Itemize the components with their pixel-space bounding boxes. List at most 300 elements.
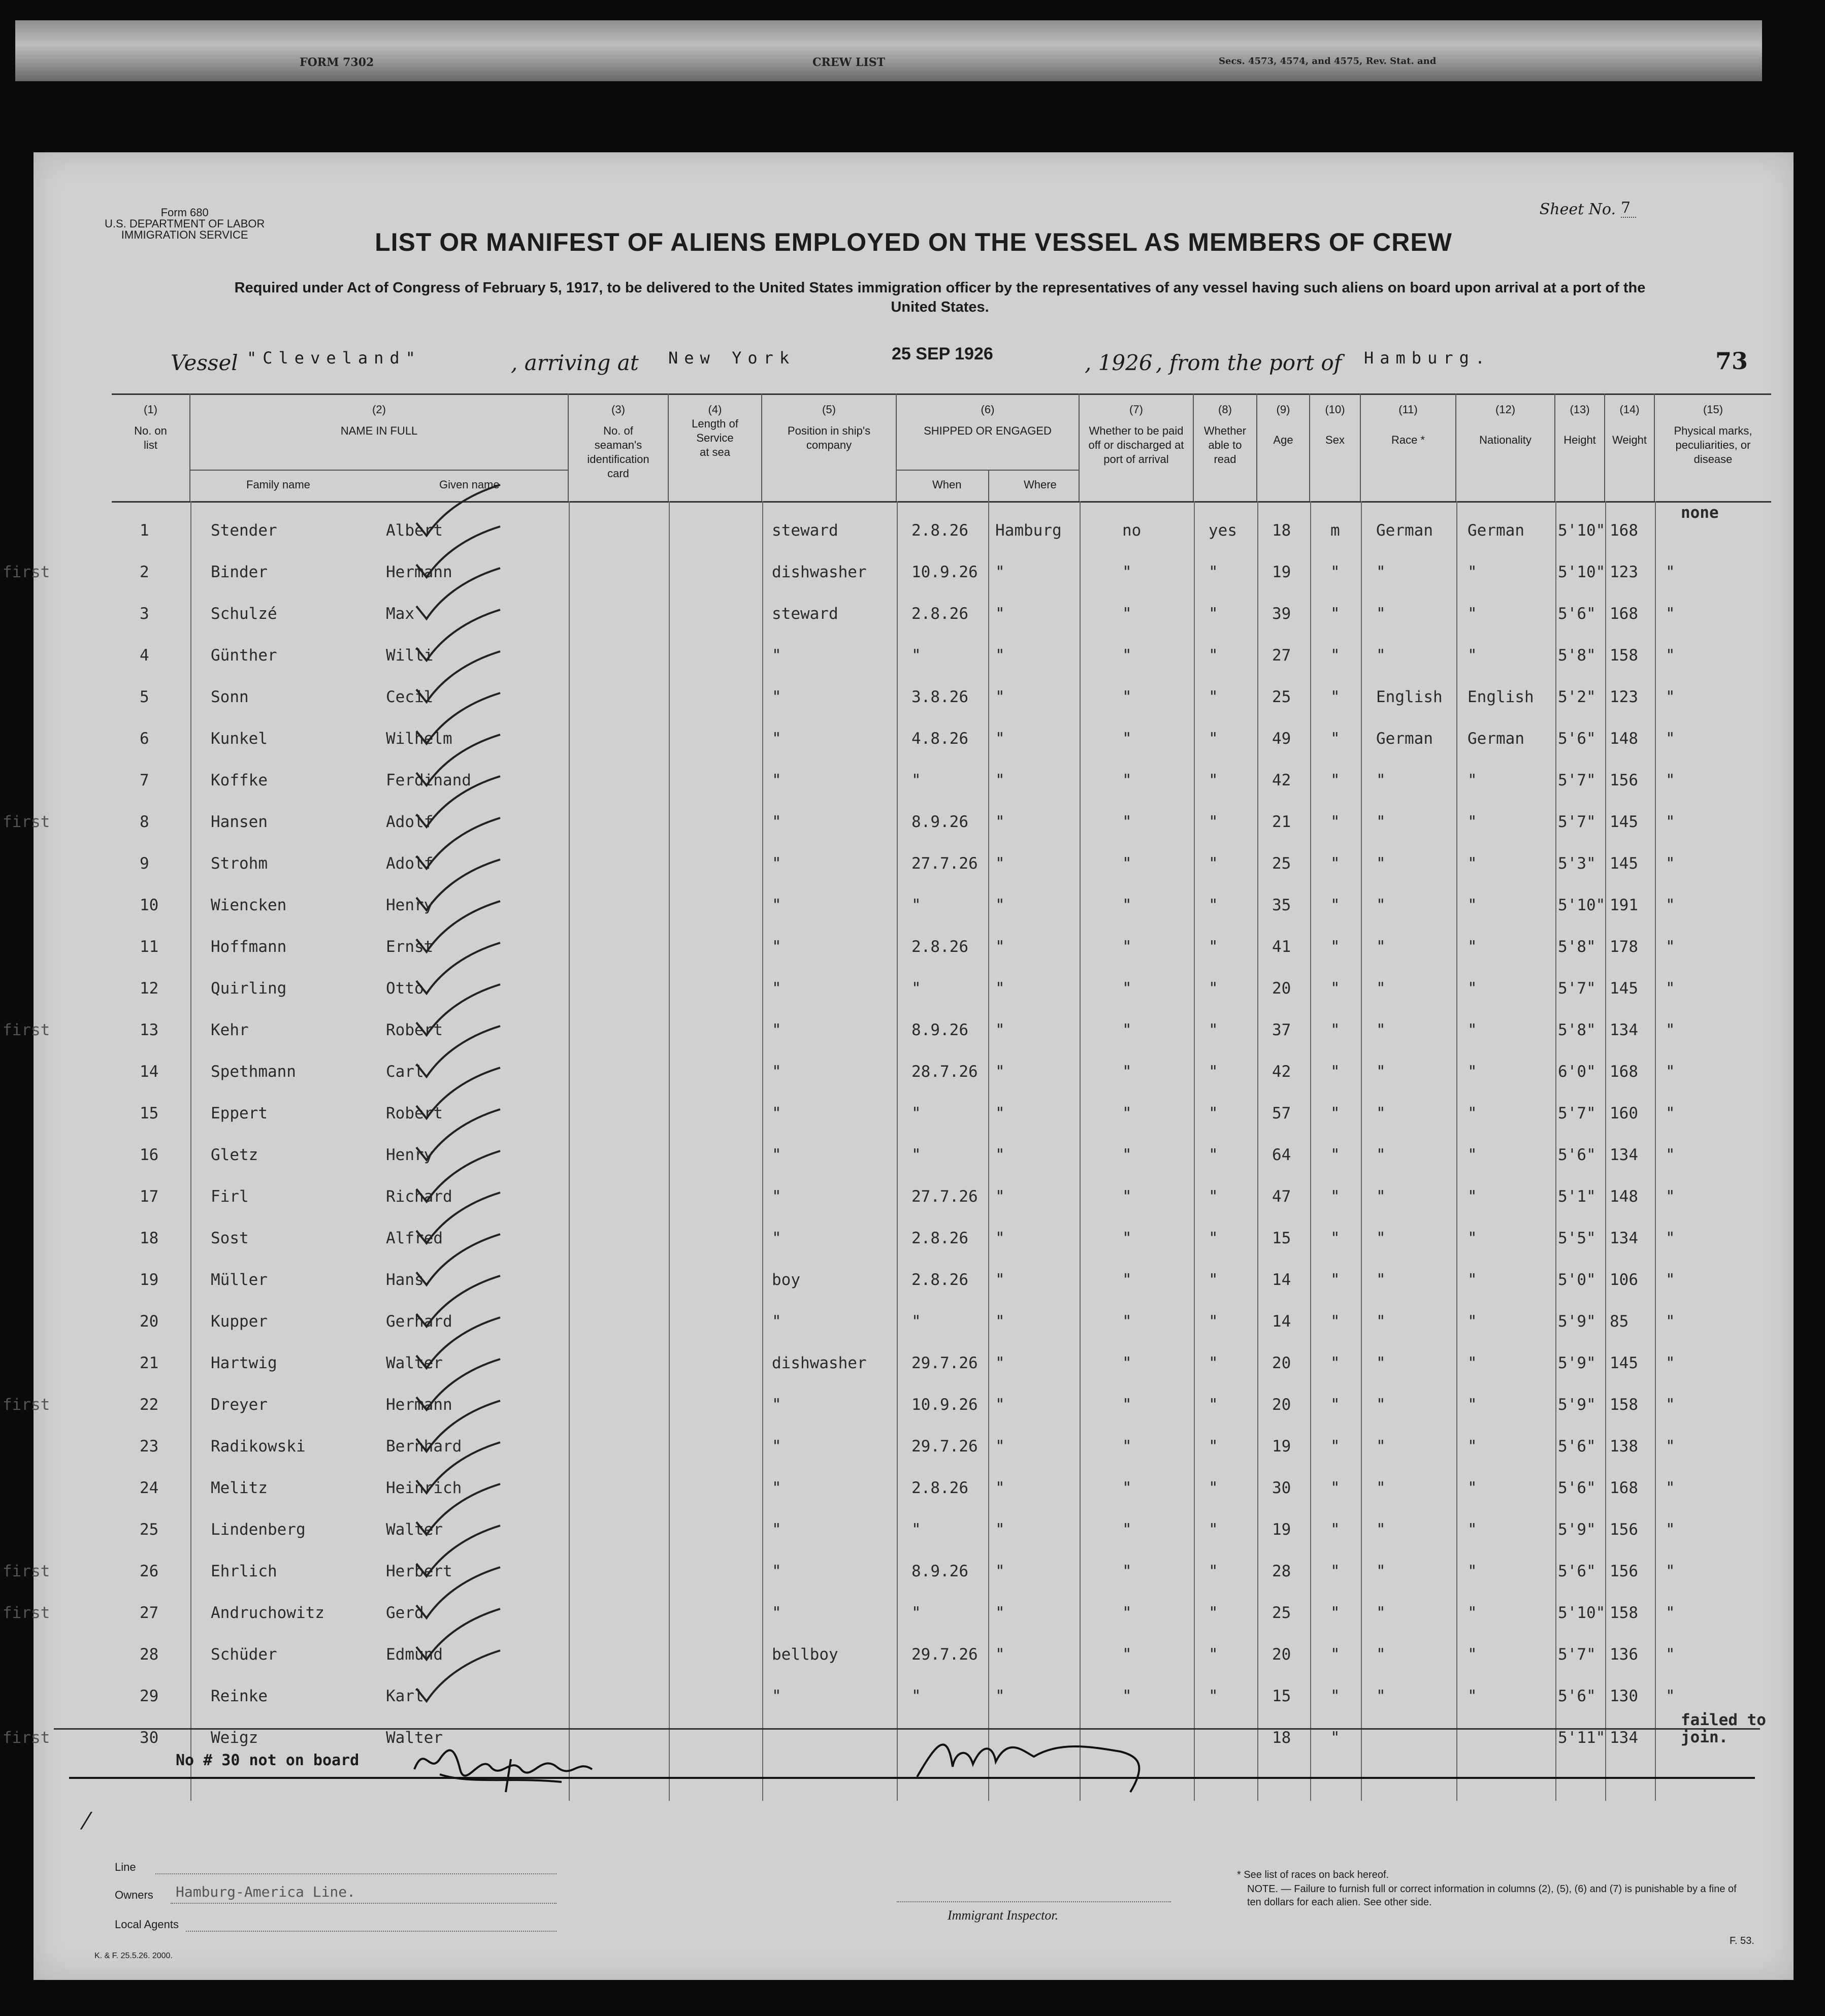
family-name: Lindenberg <box>211 1521 306 1539</box>
family-name: Sonn <box>211 688 249 706</box>
height: 5'9" <box>1558 1396 1596 1414</box>
race: " <box>1376 854 1386 873</box>
table-row <box>112 1093 1771 1135</box>
col-header-sex: (10) Sex <box>1310 393 1361 501</box>
physical-marks: " <box>1666 605 1675 623</box>
weight: 148 <box>1610 1187 1638 1206</box>
position: " <box>772 1437 781 1456</box>
row-number: 7 <box>140 771 149 789</box>
handwritten-signature <box>409 1739 623 1795</box>
weight: 168 <box>1610 521 1638 540</box>
paid-off: " <box>1122 1437 1132 1456</box>
height: 5'5" <box>1558 1229 1596 1247</box>
sex: " <box>1330 1437 1340 1456</box>
shipped-when: 2.8.26 <box>911 1271 968 1289</box>
nationality: " <box>1468 813 1477 831</box>
race-note: * See list of races on back hereof. <box>1237 1869 1389 1880</box>
nationality: " <box>1468 605 1477 623</box>
given-name: Ernst <box>386 938 434 956</box>
age: 25 <box>1272 1604 1291 1622</box>
table-row <box>112 1634 1771 1676</box>
paid-off: " <box>1122 979 1132 998</box>
height: 5'7" <box>1558 771 1596 789</box>
nationality: " <box>1468 1229 1477 1247</box>
able-to-read: " <box>1209 1479 1218 1497</box>
row-number: 9 <box>140 854 149 873</box>
given-name: Edmund <box>386 1645 443 1664</box>
col-header-age: (9) Age <box>1257 393 1310 501</box>
row-number: 20 <box>140 1312 159 1331</box>
physical-marks: " <box>1666 1437 1675 1456</box>
nationality: " <box>1468 646 1477 665</box>
table-row <box>112 1176 1771 1218</box>
sex: " <box>1330 1562 1340 1580</box>
nationality: " <box>1468 938 1477 956</box>
able-to-read: " <box>1209 1063 1218 1081</box>
col-header-shipped: (6) SHIPPED OR ENGAGED When Where <box>897 393 1080 501</box>
weight: 168 <box>1610 1479 1638 1497</box>
shipped-where: " <box>995 1146 1005 1164</box>
race: " <box>1376 1687 1386 1705</box>
table-row <box>3 552 1771 593</box>
sex: " <box>1330 1104 1340 1122</box>
height: 5'9" <box>1558 1354 1596 1372</box>
position: " <box>772 1063 781 1081</box>
age: 41 <box>1272 938 1291 956</box>
able-to-read: " <box>1209 1645 1218 1664</box>
nationality: " <box>1468 1562 1477 1580</box>
shipped-when: " <box>911 1104 921 1122</box>
nationality: " <box>1468 854 1477 873</box>
physical-marks: " <box>1666 854 1675 873</box>
family-name: Ehrlich <box>211 1562 277 1580</box>
given-name: Henry <box>386 1146 434 1164</box>
paid-off: " <box>1122 730 1132 748</box>
strip-statute: Secs. 4573, 4574, and 4575, Rev. Stat. and <box>1219 56 1437 67</box>
race: " <box>1376 1271 1386 1289</box>
physical-marks: " <box>1666 1104 1675 1122</box>
age: 64 <box>1272 1146 1291 1164</box>
sex: " <box>1330 1645 1340 1664</box>
race: " <box>1376 938 1386 956</box>
position: " <box>772 1312 781 1331</box>
row-number: 8 <box>140 813 149 831</box>
position: " <box>772 1146 781 1164</box>
sex: " <box>1330 605 1340 623</box>
weight: 145 <box>1610 1354 1638 1372</box>
physical-marks: " <box>1666 688 1675 706</box>
row-number: 30 <box>140 1729 159 1747</box>
margin-note: first <box>3 563 50 581</box>
margin-note: first <box>3 1604 50 1622</box>
nationality: " <box>1468 1104 1477 1122</box>
able-to-read: " <box>1209 1354 1218 1372</box>
shipped-where: " <box>995 1021 1005 1039</box>
position: " <box>772 1021 781 1039</box>
paid-off: " <box>1122 1271 1132 1289</box>
given-name: Carl <box>386 1063 424 1081</box>
shipped-when: 27.7.26 <box>911 854 978 873</box>
physical-marks: " <box>1666 1271 1675 1289</box>
shipped-where: " <box>995 563 1005 581</box>
height: 6'0" <box>1558 1063 1596 1081</box>
sex: " <box>1330 938 1340 956</box>
shipped-when: 2.8.26 <box>911 1229 968 1247</box>
race: " <box>1376 896 1386 914</box>
strip-crew-list: CREW LIST <box>812 56 885 69</box>
sex: " <box>1330 1229 1340 1247</box>
table-row <box>112 1051 1771 1093</box>
shipped-where: " <box>995 646 1005 665</box>
height: 5'1" <box>1558 1187 1596 1206</box>
position: dishwasher <box>772 563 867 581</box>
shipped-where: " <box>995 1604 1005 1622</box>
arrival-port: New York <box>668 348 796 368</box>
able-to-read: " <box>1209 1229 1218 1247</box>
shipped-where: " <box>995 854 1005 873</box>
position: " <box>772 854 781 873</box>
vessel-label: Vessel <box>171 350 238 375</box>
position: " <box>772 1229 781 1247</box>
given-name: Henry <box>386 896 434 914</box>
row-number: 13 <box>140 1021 159 1039</box>
height: 5'11" <box>1558 1729 1606 1747</box>
nationality: " <box>1468 563 1477 581</box>
age: 27 <box>1272 646 1291 665</box>
shipped-where: " <box>995 1687 1005 1705</box>
arriving-label: , arriving at <box>511 350 639 375</box>
sex: " <box>1330 1187 1340 1206</box>
family-name: Sost <box>211 1229 249 1247</box>
given-name: Wilhelm <box>386 730 452 748</box>
col-header-position: (5) Position in ship's company <box>762 393 897 501</box>
year-label: , 1926 <box>1085 350 1153 375</box>
able-to-read: " <box>1209 1396 1218 1414</box>
sex: " <box>1330 646 1340 665</box>
shipped-where: " <box>995 1229 1005 1247</box>
shipped-where: " <box>995 813 1005 831</box>
family-name: Schüder <box>211 1645 277 1664</box>
paid-off: " <box>1122 1562 1132 1580</box>
weight: 85 <box>1610 1312 1629 1331</box>
given-name: Hermann <box>386 563 452 581</box>
race: German <box>1376 730 1433 748</box>
race: " <box>1376 646 1386 665</box>
table-row <box>112 843 1771 885</box>
shipped-when: 29.7.26 <box>911 1645 978 1664</box>
col-header-name: (2) NAME IN FULL Family name Given name <box>190 393 569 501</box>
sex: " <box>1330 1479 1340 1497</box>
margin-note: first <box>3 1729 50 1747</box>
given-name: Herbert <box>386 1562 452 1580</box>
departure-port: Hamburg. <box>1364 348 1491 368</box>
sex: " <box>1330 1021 1340 1039</box>
margin-note: first <box>3 1396 50 1414</box>
shipped-when: " <box>911 1146 921 1164</box>
nationality: German <box>1468 521 1524 540</box>
height: 5'6" <box>1558 1687 1596 1705</box>
height: 5'8" <box>1558 1021 1596 1039</box>
able-to-read: " <box>1209 1437 1218 1456</box>
physical-marks: " <box>1666 771 1675 789</box>
row-number: 28 <box>140 1645 159 1664</box>
height: 5'6" <box>1558 605 1596 623</box>
weight: 134 <box>1610 1021 1638 1039</box>
col-header-marks: (15) Physical marks, peculiarities, or disease <box>1674 403 1752 466</box>
table-row <box>3 802 1771 843</box>
shipped-when: 29.7.26 <box>911 1437 978 1456</box>
table-row <box>112 677 1771 718</box>
form-identifier: Form 680 U.S. DEPARTMENT OF LABOR IMMIGRATION SERVICE <box>105 206 265 241</box>
nationality: " <box>1468 1312 1477 1331</box>
sheet-number: 7 <box>1621 199 1636 218</box>
shipped-when: " <box>911 896 921 914</box>
age: 19 <box>1272 563 1291 581</box>
able-to-read: " <box>1209 979 1218 998</box>
race: " <box>1376 1104 1386 1122</box>
race: German <box>1376 521 1433 540</box>
race: " <box>1376 1645 1386 1664</box>
nationality: " <box>1468 1479 1477 1497</box>
col-header-no: (1) No. on list <box>112 393 190 501</box>
race: " <box>1376 1521 1386 1539</box>
table-row <box>112 927 1771 968</box>
sex: " <box>1330 1687 1340 1705</box>
table-row <box>112 1260 1771 1301</box>
position: " <box>772 896 781 914</box>
sex: " <box>1330 688 1340 706</box>
shipped-when: " <box>911 771 921 789</box>
given-name: Ferdinand <box>386 771 471 789</box>
nationality: " <box>1468 1521 1477 1539</box>
able-to-read: " <box>1209 1271 1218 1289</box>
physical-marks: " <box>1666 1146 1675 1164</box>
table-row <box>3 1593 1771 1634</box>
check-mark <box>406 1648 503 1704</box>
family-name: Binder <box>211 563 268 581</box>
physical-marks: " <box>1666 1687 1675 1705</box>
position: " <box>772 1562 781 1580</box>
able-to-read: " <box>1209 1187 1218 1206</box>
date-stamp: 25 SEP 1926 <box>892 344 993 363</box>
row-number: 18 <box>140 1229 159 1247</box>
shipped-when: 4.8.26 <box>911 730 968 748</box>
nationality: " <box>1468 1063 1477 1081</box>
family-name: Eppert <box>211 1104 268 1122</box>
weight: 134 <box>1610 1729 1638 1747</box>
position: " <box>772 688 781 706</box>
row-number: 4 <box>140 646 149 665</box>
family-name: Kunkel <box>211 730 268 748</box>
nationality: German <box>1468 730 1524 748</box>
race: " <box>1376 1604 1386 1622</box>
weight: 148 <box>1610 730 1638 748</box>
family-name: Hansen <box>211 813 268 831</box>
paid-off: " <box>1122 854 1132 873</box>
row-number: 11 <box>140 938 159 956</box>
family-name: Kupper <box>211 1312 268 1331</box>
paid-off: " <box>1122 1021 1132 1039</box>
page-number: 73 <box>1715 347 1748 375</box>
margin-mark: ⁄ <box>84 1807 88 1835</box>
given-name: Cecil <box>386 688 434 706</box>
row-number: 22 <box>140 1396 159 1414</box>
height: 5'9" <box>1558 1312 1596 1331</box>
row-number: 6 <box>140 730 149 748</box>
paid-off: " <box>1122 1396 1132 1414</box>
paid-off: " <box>1122 1521 1132 1539</box>
age: 57 <box>1272 1104 1291 1122</box>
position: boy <box>772 1271 800 1289</box>
row-number: 10 <box>140 896 159 914</box>
height: 5'10" <box>1558 1604 1606 1622</box>
able-to-read: " <box>1209 938 1218 956</box>
row-number: 2 <box>140 563 149 581</box>
shipped-when: " <box>911 1312 921 1331</box>
family-name: Gletz <box>211 1146 258 1164</box>
height: 5'7" <box>1558 813 1596 831</box>
not-on-board-note: No # 30 not on board <box>176 1751 360 1769</box>
margin-note: first <box>3 813 50 831</box>
shipped-where: " <box>995 1521 1005 1539</box>
col-header-race: (11) Race * <box>1361 393 1456 501</box>
row-number: 16 <box>140 1146 159 1164</box>
shipped-where: " <box>995 938 1005 956</box>
height: 5'6" <box>1558 1562 1596 1580</box>
row-number: 21 <box>140 1354 159 1372</box>
position: " <box>772 1187 781 1206</box>
height: 5'8" <box>1558 938 1596 956</box>
inspector-label: Immigrant Inspector. <box>948 1908 1059 1923</box>
row-number: 23 <box>140 1437 159 1456</box>
position: " <box>772 1687 781 1705</box>
sex: " <box>1330 1521 1340 1539</box>
race: " <box>1376 1187 1386 1206</box>
physical-marks: " <box>1666 1562 1675 1580</box>
height: 5'0" <box>1558 1271 1596 1289</box>
age: 20 <box>1272 1396 1291 1414</box>
race: " <box>1376 563 1386 581</box>
given-name: Alfred <box>386 1229 443 1247</box>
nationality: " <box>1468 1187 1477 1206</box>
age: 21 <box>1272 813 1291 831</box>
nationality: " <box>1468 1354 1477 1372</box>
nationality: " <box>1468 771 1477 789</box>
family-name: Kehr <box>211 1021 249 1039</box>
family-name: Wiencken <box>211 896 287 914</box>
table-row <box>112 1676 1771 1717</box>
age: 42 <box>1272 1063 1291 1081</box>
weight: 130 <box>1610 1687 1638 1705</box>
weight: 156 <box>1610 1521 1638 1539</box>
shipped-where: " <box>995 730 1005 748</box>
position: steward <box>772 605 838 623</box>
weight: 160 <box>1610 1104 1638 1122</box>
given-name: Karl <box>386 1687 424 1705</box>
table-row <box>112 1135 1771 1176</box>
able-to-read: " <box>1209 896 1218 914</box>
inspector-signature <box>907 1721 1171 1797</box>
shipped-when: " <box>911 1521 921 1539</box>
position: " <box>772 1521 781 1539</box>
paid-off: " <box>1122 1063 1132 1081</box>
nationality: " <box>1468 1021 1477 1039</box>
age: 15 <box>1272 1229 1291 1247</box>
penalty-note: NOTE. — Failure to furnish full or correct information in columns (2), (5), (6) and (7) is punishable by a fine of ten dollars for each alien. See other side. <box>1247 1883 1737 1908</box>
race: " <box>1376 1396 1386 1414</box>
position: " <box>772 1604 781 1622</box>
table-row <box>112 1426 1771 1468</box>
paid-off: " <box>1122 1604 1132 1622</box>
race: " <box>1376 1479 1386 1497</box>
top-film-strip <box>15 20 1762 81</box>
paid-off: " <box>1122 771 1132 789</box>
weight: 134 <box>1610 1146 1638 1164</box>
table-row <box>112 1218 1771 1260</box>
race: " <box>1376 1354 1386 1372</box>
shipped-where: Hamburg <box>995 521 1062 540</box>
table-row <box>112 1468 1771 1509</box>
family-name: Hartwig <box>211 1354 277 1372</box>
given-name: Robert <box>386 1104 443 1122</box>
age: 42 <box>1272 771 1291 789</box>
family-name: Radikowski <box>211 1437 306 1456</box>
family-name: Firl <box>211 1187 249 1206</box>
weight: 158 <box>1610 1396 1638 1414</box>
age: 20 <box>1272 1354 1291 1372</box>
shipped-when: 2.8.26 <box>911 521 968 540</box>
weight: 123 <box>1610 688 1638 706</box>
sex: " <box>1330 854 1340 873</box>
weight: 138 <box>1610 1437 1638 1456</box>
family-name: Weigz <box>211 1729 258 1747</box>
owners-value: Hamburg-America Line. <box>176 1883 356 1900</box>
shipped-where: " <box>995 1312 1005 1331</box>
age: 25 <box>1272 688 1291 706</box>
height: 5'10" <box>1558 521 1606 540</box>
physical-marks: " <box>1666 1312 1675 1331</box>
family-name: Strohm <box>211 854 268 873</box>
age: 14 <box>1272 1271 1291 1289</box>
age: 39 <box>1272 605 1291 623</box>
sex: " <box>1330 813 1340 831</box>
position: bellboy <box>772 1645 838 1664</box>
table-row <box>112 1509 1771 1551</box>
row-number: 26 <box>140 1562 159 1580</box>
margin-note: first <box>3 1562 50 1580</box>
race: " <box>1376 605 1386 623</box>
paid-off: " <box>1122 1229 1132 1247</box>
row-number: 19 <box>140 1271 159 1289</box>
age: 18 <box>1272 1729 1291 1747</box>
position: " <box>772 730 781 748</box>
age: 18 <box>1272 521 1291 540</box>
position: " <box>772 646 781 665</box>
height: 5'6" <box>1558 730 1596 748</box>
paid-off: " <box>1122 563 1132 581</box>
owners-label: Owners <box>115 1889 153 1901</box>
age: 30 <box>1272 1479 1291 1497</box>
family-name: Koffke <box>211 771 268 789</box>
row-number: 1 <box>140 521 149 540</box>
physical-marks: " <box>1666 979 1675 998</box>
given-name: Gerd <box>386 1604 424 1622</box>
given-name: Walter <box>386 1354 443 1372</box>
sex: " <box>1330 1312 1340 1331</box>
sex: " <box>1330 563 1340 581</box>
shipped-where: " <box>995 1479 1005 1497</box>
position: " <box>772 813 781 831</box>
